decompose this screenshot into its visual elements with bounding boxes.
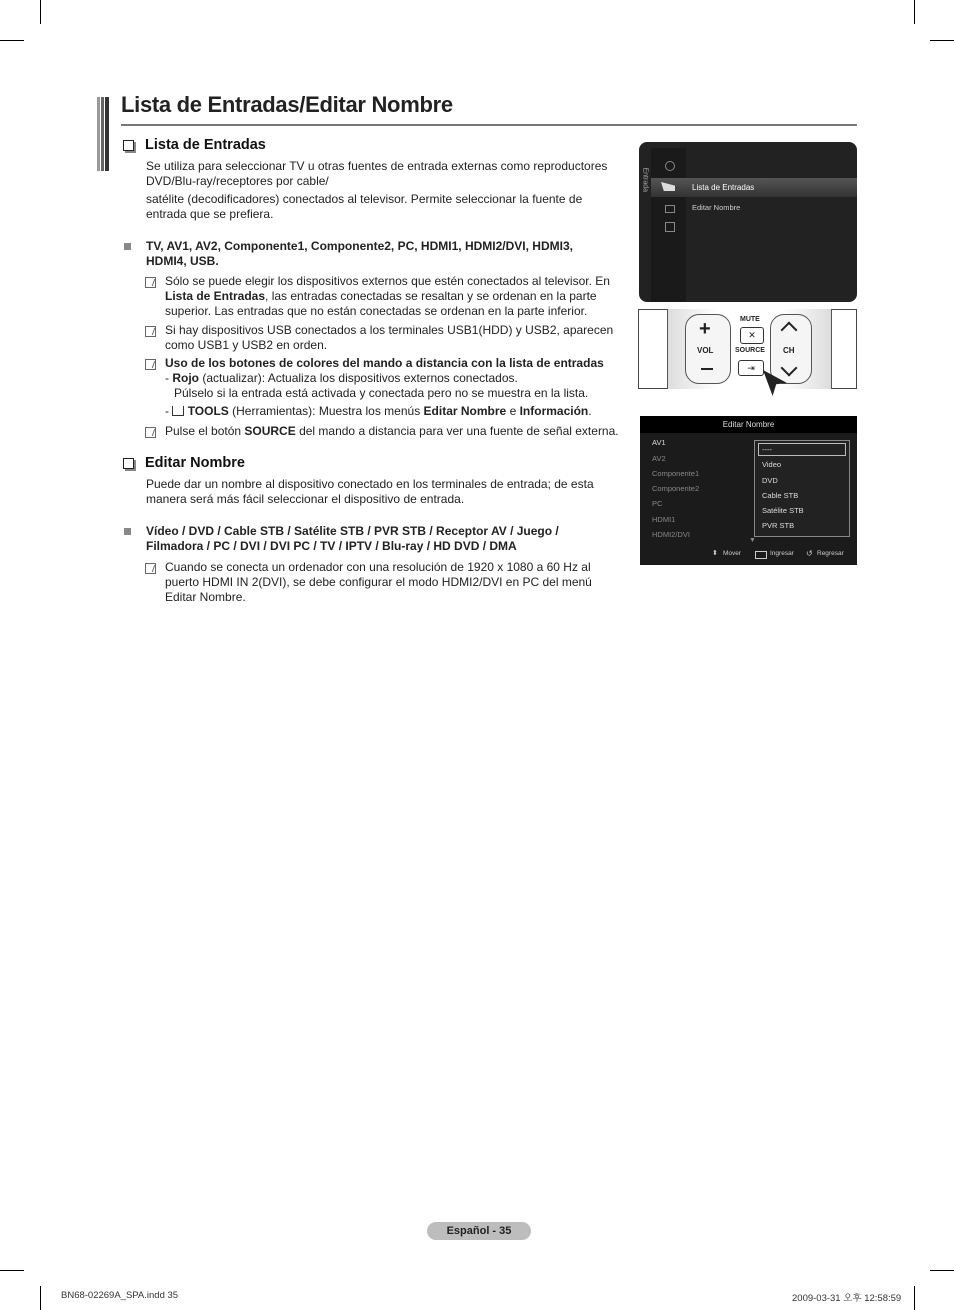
name-option: Satélite STB — [762, 506, 804, 515]
text-line: satélite (decodificadores) conectados al televisor. Permite seleccionar la fuente de — [146, 192, 583, 206]
name-option: ---- — [762, 445, 772, 454]
text-line: TV, AV1, AV2, Componente1, Componente2, PC, HDMI1, HDMI2/DVI, HDMI3, — [146, 239, 573, 253]
text-line: entrada que se prefiera. — [146, 207, 274, 221]
vol-label: VOL — [697, 346, 714, 355]
bold-text: SOURCE — [244, 424, 296, 438]
section1-note4 — [165, 424, 619, 439]
dash: - — [165, 371, 169, 385]
text-line: como USB1 y USB2 en orden. — [165, 338, 328, 352]
source-item: PC — [652, 499, 663, 508]
gear-icon — [665, 161, 675, 171]
bold-text: Rojo — [172, 371, 200, 385]
name-option: Video — [762, 460, 782, 469]
section1-paragraph2 — [146, 192, 582, 222]
name-option: PVR STB — [762, 521, 795, 530]
section1-options — [146, 239, 573, 269]
note-icon — [145, 359, 156, 370]
page-title: Lista de Entradas/Editar Nombre — [121, 92, 453, 117]
crop-mark — [0, 1270, 24, 1271]
enter-icon — [755, 551, 767, 559]
note-icon — [145, 277, 156, 288]
crop-mark — [0, 40, 24, 41]
mute-label: MUTE — [740, 316, 760, 323]
text-line — [165, 404, 604, 419]
bullet-square-icon — [124, 243, 131, 250]
section-heading-lista — [123, 137, 266, 153]
footer-file-info: BN68-02269A_SPA.indd 35 — [61, 1290, 179, 1301]
source-button: ⇥ — [738, 360, 764, 376]
crop-mark — [914, 0, 915, 24]
text-line — [165, 371, 604, 386]
title-rule — [121, 124, 857, 126]
text-span: . — [588, 404, 592, 418]
source-item: Componente1 — [652, 469, 700, 478]
tv-menu-screenshot — [639, 142, 857, 302]
menu-item-lista: Lista de Entradas — [692, 183, 755, 192]
note-icon — [145, 326, 156, 337]
crop-mark — [930, 40, 954, 41]
tools-icon — [172, 406, 184, 416]
title-decoration-bars — [97, 97, 110, 171]
text-line: puerto HDMI IN 2(DVI), se debe configurar el modo HDMI2/DVI en PC del menú — [165, 575, 592, 589]
footer-move: Mover — [723, 550, 742, 557]
text-line: Sólo se puede elegir los dispositivos externos que estén conectados al televisor. En — [165, 274, 610, 288]
text-line: Puede dar un nombre al dispositivo conectado en los terminales de entrada; de esta — [146, 477, 594, 491]
bold-text: Información — [519, 404, 589, 418]
section2-paragraph — [146, 477, 594, 507]
text-span: e — [506, 404, 520, 418]
section-heading-text: Editar Nombre — [145, 455, 245, 471]
crop-mark — [40, 0, 41, 24]
picture-icon — [665, 205, 675, 213]
bullet-square-icon — [124, 528, 131, 535]
section2-note — [165, 560, 592, 605]
menu-item-editar: Editar Nombre — [692, 203, 741, 212]
section1-paragraph1 — [146, 159, 607, 189]
footer-timestamp: 2009-03-31 오후 12:58:59 — [792, 1293, 902, 1304]
source-item: HDMI1 — [652, 515, 676, 524]
return-icon: ↺ — [806, 549, 813, 558]
text-span: Pulse el botón — [165, 424, 245, 438]
section-heading-text: Lista de Entradas — [145, 137, 266, 153]
remote-note-icon — [145, 427, 156, 438]
text-span: , las entradas conectadas se resaltan y se ordenan en la parte — [265, 289, 597, 303]
text-line: Vídeo / DVD / Cable STB / Satélite STB / PVR STB / Receptor AV / Juego / — [146, 524, 559, 538]
edit-screen-header: Editar Nombre — [640, 416, 857, 433]
crop-mark — [914, 1286, 915, 1310]
name-option: Cable STB — [762, 491, 799, 500]
text-span: (actualizar): Actualiza los dispositivos externos conectados. — [199, 371, 518, 385]
section1-note1 — [165, 274, 610, 319]
mute-button: ✕ — [740, 327, 764, 344]
text-line: Filmadora / PC / DVI / DVI PC / TV / IPTV / Blu-ray / HD DVD / DMA — [146, 539, 517, 553]
text-line: superior. Las entradas que no están conectadas se ordenan en la parte inferior. — [165, 304, 588, 318]
text-line: Cuando se conecta un ordenador con una resolución de 1920 x 1080 a 60 Hz al — [165, 560, 591, 574]
scroll-down-icon: ▼ — [749, 537, 756, 544]
checkbox-icon — [123, 140, 134, 151]
footer-return: Regresar — [817, 550, 844, 557]
checkbox-icon — [123, 458, 134, 469]
source-item: AV1 — [652, 438, 666, 447]
text-line: DVD/Blu-ray/receptores por cable/ — [146, 174, 329, 188]
text-line: HDMI4, USB. — [146, 254, 219, 268]
section2-options — [146, 524, 559, 554]
source-label: SOURCE — [735, 347, 765, 354]
crop-mark — [930, 1270, 954, 1271]
ch-label: CH — [783, 346, 795, 355]
note-icon — [145, 563, 156, 574]
crop-mark — [40, 1286, 41, 1310]
remote-illustration — [638, 309, 857, 389]
text-line — [165, 289, 610, 304]
vertical-label: Entrada — [641, 167, 649, 193]
bold-text: Editar Nombre — [423, 404, 507, 418]
note-heading: Uso de los botones de colores del mando a distancia con la lista de entradas — [165, 356, 604, 370]
text-line: Se utiliza para seleccionar TV u otras fuentes de entrada externas como reproductores — [146, 159, 608, 173]
minus-icon — [701, 368, 713, 370]
bold-text: Lista de Entradas — [165, 289, 266, 303]
section1-note3 — [165, 356, 604, 419]
name-options-popup — [754, 440, 850, 537]
bold-text: TOOLS — [187, 404, 229, 418]
text-span: del mando a distancia para ver una fuente de señal externa. — [295, 424, 619, 438]
dash: - — [165, 404, 169, 418]
plus-icon: + — [699, 318, 711, 340]
support-icon — [665, 222, 675, 232]
text-line: Si hay dispositivos USB conectados a los terminales USB1(HDD) y USB2, aparecen — [165, 323, 614, 337]
text-span: (Herramientas): Muestra los menús — [228, 404, 424, 418]
source-item: Componente2 — [652, 484, 700, 493]
move-icon: ⬍ — [712, 550, 718, 557]
source-item: AV2 — [652, 454, 666, 463]
section-heading-editar — [123, 455, 245, 471]
name-option: DVD — [762, 476, 778, 485]
page-number: Español - 35 — [427, 1222, 531, 1240]
source-item: HDMI2/DVI — [652, 530, 690, 539]
text-line: Editar Nombre. — [165, 590, 246, 604]
edit-name-screenshot — [640, 416, 857, 565]
footer-enter: Ingresar — [770, 550, 794, 557]
text-line: Púlselo si la entrada está activada y conectada pero no se muestra en la lista. — [174, 386, 589, 400]
section1-note2 — [165, 323, 613, 353]
text-line: manera será más fácil seleccionar el dispositivo de entrada. — [146, 492, 465, 506]
